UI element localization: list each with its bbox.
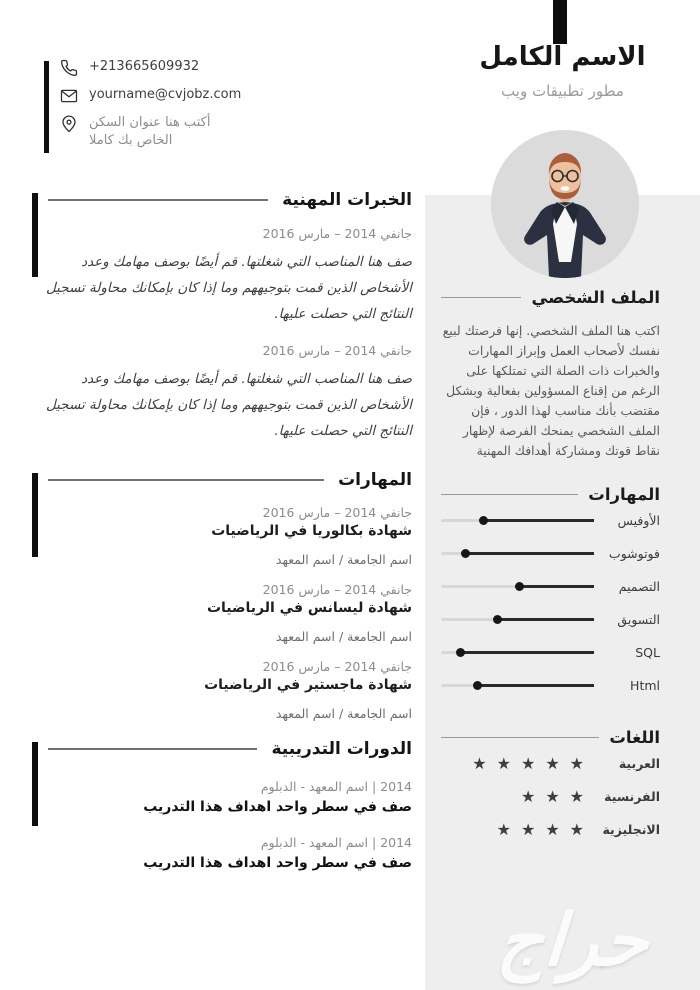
skill-level-dot	[456, 648, 465, 657]
language-row	[441, 813, 660, 846]
education-date: جانفي 2014 – مارس 2016	[262, 659, 412, 674]
skill-level-track	[441, 519, 594, 522]
skill-level-fill	[519, 585, 594, 588]
skill-level-fill	[461, 651, 594, 654]
experience-heading: الخبرات المهنية	[282, 190, 412, 210]
skill-level-track	[441, 552, 594, 555]
section-skills	[441, 485, 660, 702]
profile-section-header	[441, 288, 660, 307]
education-section-header	[30, 470, 412, 490]
skill-row	[441, 603, 660, 636]
skill-level-fill	[478, 684, 594, 687]
watermark: حراج	[494, 898, 652, 982]
name-block	[425, 42, 700, 100]
section-education	[30, 470, 412, 721]
language-label: الانجليزية	[602, 822, 660, 837]
contact-email-row	[60, 86, 412, 105]
training-entry	[30, 835, 412, 871]
training-entry	[30, 779, 412, 815]
section-accent-bar	[32, 742, 38, 826]
contact-address-row	[60, 114, 412, 150]
section-experience	[30, 190, 412, 444]
skill-level-dot	[461, 549, 470, 558]
skill-row	[441, 669, 660, 702]
education-degree: شهادة ماجستير في الرياضيات	[204, 677, 412, 693]
top-accent-bar	[553, 0, 567, 44]
skill-level-dot	[479, 516, 488, 525]
skill-row	[441, 504, 660, 537]
skill-label: التصميم	[618, 579, 660, 594]
address-text: أكتب هنا عنوان السكن الخاص بك كاملا	[89, 115, 211, 148]
contact-phone-row	[60, 58, 412, 77]
skill-row	[441, 570, 660, 603]
skills-section-header	[441, 485, 660, 504]
profile-text: اكتب هنا الملف الشخصي. إنها فرصتك لبيع نفسك لأصحاب العمل وإبراز المهارات والخبرات ذات الصلة التي تمتلكها على الرغم من إقناع المسؤولين بفعالية وبشكل مقتضب بأنك مناسب لهذا الدور ، فإن الملف الشخصي يمنحك الفرصة لإظهار نقاط قوتك ومشاركة أهدافك المهنية	[442, 323, 660, 458]
skill-level-track	[441, 585, 594, 588]
section-profile	[441, 288, 660, 461]
education-institution: اسم الجامعة / اسم المعهد	[275, 629, 412, 644]
languages-section-header	[441, 728, 660, 747]
header-rule	[441, 494, 578, 495]
header-rule	[441, 297, 521, 298]
training-meta: 2014 | اسم المعهد - الدبلوم	[260, 779, 412, 794]
section-accent-bar	[32, 473, 38, 557]
education-date: جانفي 2014 – مارس 2016	[262, 505, 412, 520]
skill-level-dot	[473, 681, 482, 690]
education-degree: شهادة بكالوريا في الرياضيات	[211, 523, 412, 539]
header-rule	[441, 737, 599, 738]
skill-level-track	[441, 684, 594, 687]
left-column	[30, 0, 412, 871]
education-degree: شهادة ليسانس في الرياضيات	[206, 600, 412, 616]
education-institution: اسم الجامعة / اسم المعهد	[275, 706, 412, 721]
language-star-rating: ★★★★★	[472, 753, 594, 773]
skill-label: فوتوشوب	[608, 546, 660, 561]
language-star-rating: ★★★	[520, 786, 594, 806]
skill-level-track	[441, 618, 594, 621]
header-rule	[48, 199, 268, 201]
skills-heading: المهارات	[588, 485, 660, 504]
skill-label: SQL	[635, 645, 660, 660]
education-date: جانفي 2014 – مارس 2016	[262, 582, 412, 597]
email-address: yourname@cvjobz.com	[89, 87, 242, 102]
education-entry	[30, 505, 412, 567]
skill-level-fill	[484, 519, 594, 522]
training-title: صف في سطر واحد اهداف هذا التدريب	[143, 799, 412, 815]
training-title: صف في سطر واحد اهداف هذا التدريب	[143, 855, 412, 871]
section-languages	[441, 728, 660, 846]
skill-level-track	[441, 651, 594, 654]
full-name: الاسم الكامل	[479, 42, 646, 72]
section-training	[30, 739, 412, 871]
skill-label: Html	[630, 678, 660, 693]
experience-entry	[30, 226, 412, 327]
education-institution: اسم الجامعة / اسم المعهد	[275, 552, 412, 567]
header-rule	[48, 479, 324, 481]
education-heading: المهارات	[338, 470, 412, 490]
experience-description: صف هنا المناصب التي شغلتها. قم أيضًا بوصف مهامك وعدد الأشخاص الذين قمت بتوجيههم وما إذا كان بإمكانك محاولة تسجيل النتائج التي حصلت عليها.	[45, 254, 412, 322]
languages-heading: اللغات	[609, 728, 660, 747]
email-icon	[60, 87, 78, 105]
language-label: العربية	[618, 756, 660, 771]
language-row	[441, 780, 660, 813]
language-label: الفرنسية	[604, 789, 660, 804]
skill-level-fill	[465, 552, 594, 555]
skill-row	[441, 636, 660, 669]
skill-level-dot	[515, 582, 524, 591]
experience-description: صف هنا المناصب التي شغلتها. قم أيضًا بوصف مهامك وعدد الأشخاص الذين قمت بتوجيههم وما إذا كان بإمكانك محاولة تسجيل النتائج التي حصلت عليها.	[45, 371, 412, 439]
skill-row	[441, 537, 660, 570]
experience-entry	[30, 343, 412, 444]
education-entry	[30, 582, 412, 644]
profile-heading: الملف الشخصي	[531, 288, 660, 307]
training-meta: 2014 | اسم المعهد - الدبلوم	[260, 835, 412, 850]
experience-section-header	[30, 190, 412, 210]
skill-label: التسويق	[617, 612, 660, 627]
skill-label: الأوفيس	[617, 513, 660, 528]
right-column	[441, 288, 660, 846]
languages-list	[441, 747, 660, 846]
skill-level-dot	[493, 615, 502, 624]
training-heading: الدورات التدريبية	[271, 739, 412, 759]
experience-date: جانفي 2014 – مارس 2016	[262, 343, 412, 358]
language-row	[441, 747, 660, 780]
job-title: مطور تطبيقات ويب	[501, 82, 624, 100]
contact-accent-bar	[44, 61, 49, 153]
training-section-header	[30, 739, 412, 759]
skills-list	[441, 504, 660, 702]
skill-level-fill	[498, 618, 594, 621]
experience-date: جانفي 2014 – مارس 2016	[262, 226, 412, 241]
profile-photo	[491, 130, 639, 278]
profile-photo-illustration	[491, 130, 639, 278]
location-icon	[60, 115, 78, 133]
phone-number: +213665609932	[89, 59, 200, 74]
section-accent-bar	[32, 193, 38, 277]
education-entry	[30, 659, 412, 721]
language-star-rating: ★★★★	[496, 819, 594, 839]
contact-block	[30, 58, 412, 150]
phone-icon	[60, 59, 78, 77]
header-rule	[48, 748, 257, 750]
